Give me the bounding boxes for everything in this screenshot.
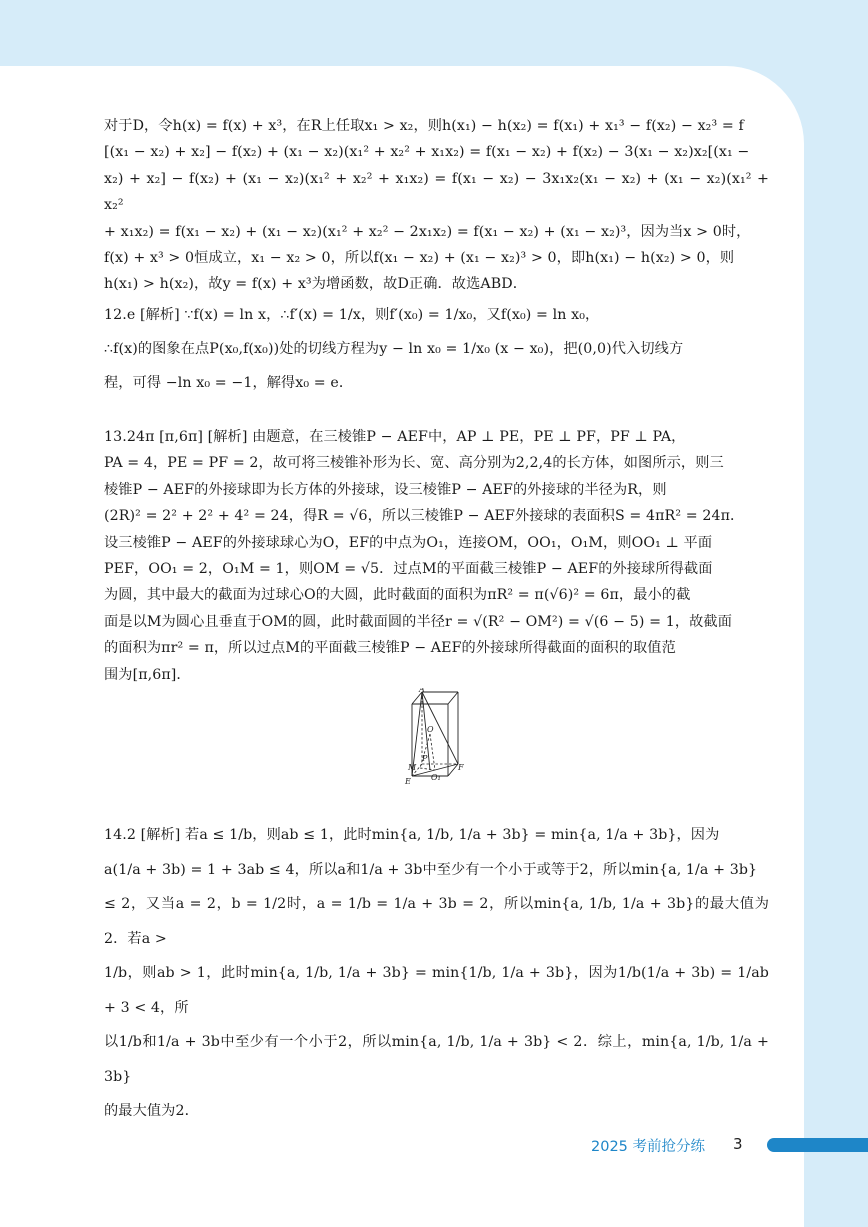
text-line: 程，可得 −ln x₀ = −1，解得x₀ = e． [104, 375, 354, 391]
label-e: E [405, 777, 411, 786]
label-m: M [408, 763, 417, 772]
label-o1: O₁ [431, 773, 441, 782]
label-o: O [427, 725, 434, 734]
text-line: 的面积为πr² = π，所以过点M的平面截三棱锥P − AEF的外接球所得截面的面积的取值范 [104, 640, 676, 657]
label-f: F [458, 763, 464, 772]
text-line: 围为[π,6π]． [104, 666, 191, 683]
text-line: 以1/b和1/a + 3b中至少有一个小于2，所以min{a, 1/b, 1/a + 3b} < 2．综上，min{a, 1/b, 1/a + 3b} [104, 1034, 769, 1085]
page-number: 3 [733, 1135, 743, 1153]
solution-12 [104, 298, 769, 400]
text-line: PEF，OO₁ = 2，O₁M = 1，则OM = √5．过点M的平面截三棱锥P − AEF的外接球所得截面 [104, 561, 713, 578]
label-a: A [419, 688, 425, 694]
text-line: PA = 4，PE = PF = 2，故可将三棱锥补形为长、宽、高分别为2,2,4的长方体，如图所示，则三 [104, 455, 724, 472]
text-line: h(x₁) > h(x₂)，故y = f(x) + x³为增函数，故D正确．故选ABD． [104, 276, 527, 293]
text-line: f(x) + x³ > 0恒成立，x₁ − x₂ > 0，所以f(x₁ − x₂) + (x₁ − x₂)³ > 0，即h(x₁) − h(x₂) > 0，则 [104, 250, 735, 267]
text-line: 14.2 [解析] 若a ≤ 1/b，则ab ≤ 1，此时min{a, 1/b, 1/a + 3b} = min{a, 1/a + 3b}，因为 [104, 827, 720, 843]
box-edge [448, 692, 458, 704]
footer-title: 2025 考前抢分练 [591, 1139, 706, 1155]
footer-accent-bar [767, 1138, 868, 1152]
text-line: + x₁x₂) = f(x₁ − x₂) + (x₁ − x₂)(x₁² + x₂² − 2x₁x₂) = f(x₁ − x₂) + (x₁ − x₂)³，因为当x > 0时， [104, 223, 751, 240]
solution-11-continued [104, 113, 769, 298]
text-line: a(1/a + 3b) = 1 + 3ab ≤ 4，所以a和1/a + 3b中至少有一个小于或等于2，所以min{a, 1/a + 3b} [104, 861, 758, 878]
text-line: 13.24π [π,6π] [解析] 由题意，在三棱锥P − AEF中，AP ⊥ PE，PE ⊥ PF，PF ⊥ PA， [104, 429, 686, 445]
text-line: 设三棱锥P − AEF的外接球球心为O，EF的中点为O₁，连接OM，OO₁，O₁M，则OO₁ ⊥ 平面 [104, 534, 713, 551]
pyramid-box-figure [400, 688, 470, 788]
label-p: P [422, 754, 428, 763]
text-line: [(x₁ − x₂) + x₂] − f(x₂) + (x₁ − x₂)(x₁² + x₂² + x₁x₂) = f(x₁ − x₂) + f(x₂) − 3(x₁ − x₂)x₂[(x₁ − [104, 144, 750, 161]
text-line: 面是以M为圆心且垂直于OM的圆，此时截面圆的半径r = √(R² − OM²) = √(6 − 5) = 1，故截面 [104, 613, 733, 630]
solution-13 [104, 424, 769, 688]
text-line: 为圆，其中最大的截面为过球心O的大圆，此时截面的面积为πR² = π(√6)² = 6π，最小的截 [104, 587, 691, 604]
text-line: 的最大值为2． [104, 1103, 199, 1119]
hidden-edge [420, 768, 435, 770]
hidden-edge [430, 734, 435, 770]
text-line: 对于D，令h(x) = f(x) + x³，在R上任取x₁ > x₂，则h(x₁) − h(x₂) = f(x₁) + x₁³ − f(x₂) − x₂³ = f [104, 118, 744, 134]
text-line: ≤ 2，又当a = 2，b = 1/2时，a = 1/b = 1/a + 3b = 2，所以min{a, 1/b, 1/a + 3b}的最大值为2．若a > [104, 896, 769, 947]
solution-14 [104, 818, 769, 1129]
text-line: ∴f(x)的图象在点P(x₀,f(x₀))处的切线方程为y − ln x₀ = 1/x₀ (x − x₀)，把(0,0)代入切线方 [104, 341, 684, 357]
text-line: 12.e [解析] ∵f(x) = ln x，∴f′(x) = 1/x，则f′(x₀) = 1/x₀，又f(x₀) = ln x₀， [104, 307, 600, 323]
text-line: 1/b，则ab > 1，此时min{a, 1/b, 1/a + 3b} = min{1/b, 1/a + 3b}，因为1/b(1/a + 3b) = 1/ab + 3 < 4，所 [104, 965, 769, 1016]
text-line: (2R)² = 2² + 2² + 4² = 24，得R = √6，所以三棱锥P − AEF外接球的表面积S = 4πR² = 24π． [104, 508, 745, 525]
text-line: x₂) + x₂] − f(x₂) + (x₁ − x₂)(x₁² + x₂² + x₁x₂) = f(x₁ − x₂) − 3x₁x₂(x₁ − x₂) + (x₁ − x₂)(x₁² + x₂² [104, 170, 769, 214]
text-line: 棱锥P − AEF的外接球即为长方体的外接球，设三棱锥P − AEF的外接球的半径为R，则 [104, 481, 667, 498]
